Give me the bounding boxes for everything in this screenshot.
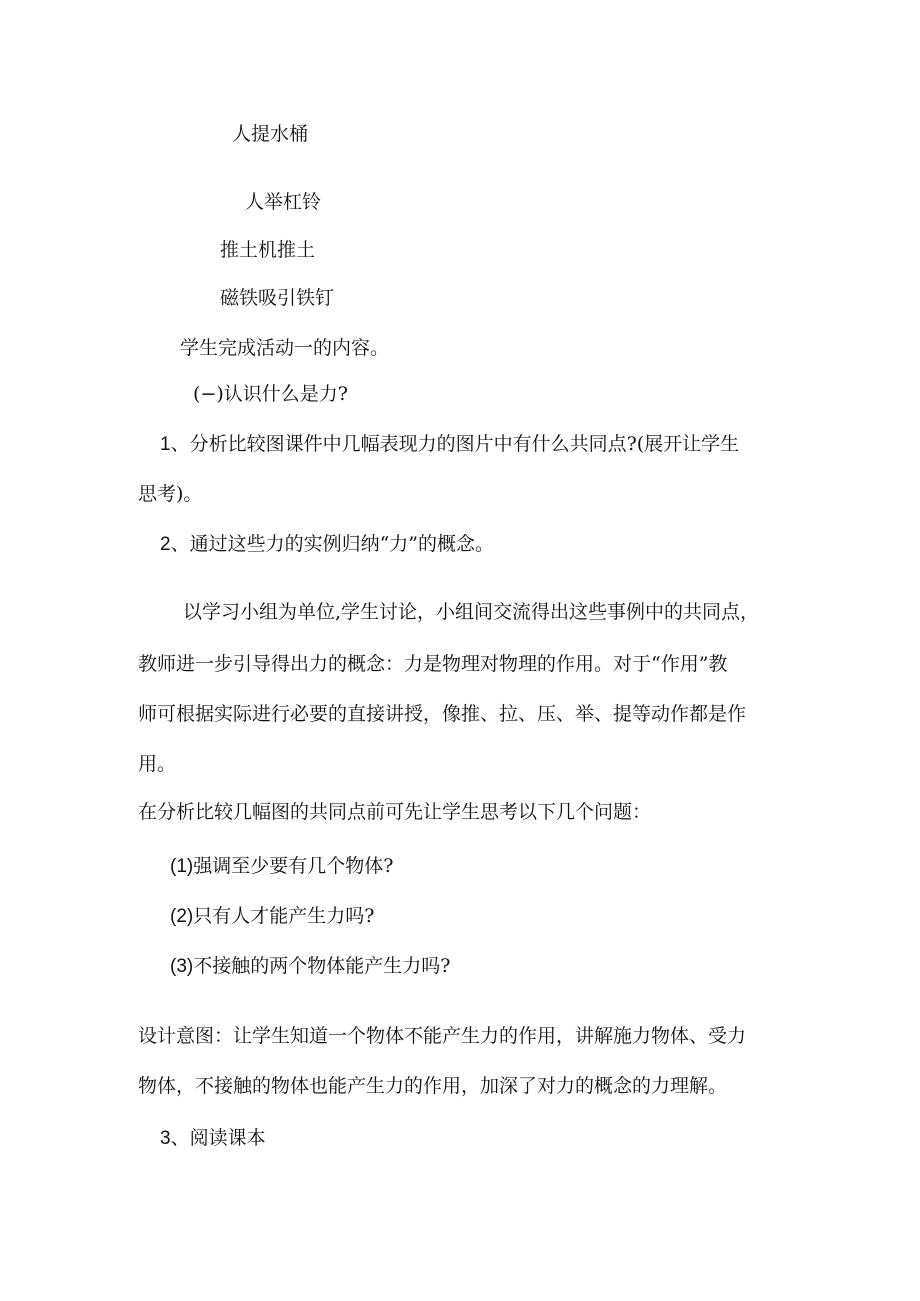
discussion-line: 师可根据实际进行必要的直接讲授，像推、拉、压、举、提等动作都是作	[138, 703, 747, 725]
example-item: 磁铁吸引铁钉	[220, 287, 335, 309]
question-text: 只有人才能产生力吗?	[193, 905, 375, 927]
step-number: 3	[160, 1128, 171, 1149]
step-text: 、阅读课本	[170, 1127, 266, 1149]
step-1-line-1	[160, 432, 739, 457]
step-number: 2	[160, 534, 171, 555]
question-item	[170, 904, 374, 929]
discussion-line: 用。	[138, 753, 177, 775]
step-text: 、通过这些力的实例归纳“力”的概念。	[170, 533, 495, 555]
question-item	[170, 854, 393, 879]
discussion-line: 教师进一步引导得出力的概念：力是物理对物理的作用。对于“作用”教	[138, 653, 728, 675]
question-item	[170, 954, 450, 979]
question-text: 强调至少要有几个物体?	[193, 855, 394, 877]
question-number: (2)	[170, 906, 194, 927]
question-number: (3)	[170, 956, 194, 977]
step-number: 1	[160, 434, 171, 455]
question-number: (1)	[170, 856, 194, 877]
example-item: 人举杠铃	[245, 191, 322, 213]
step-2	[160, 532, 494, 557]
step-3	[160, 1126, 266, 1151]
section-heading: (−)认识什么是力?	[193, 383, 348, 405]
discussion-line: 以学习小组为单位,学生讨论，小组间交流得出这些事例中的共同点，	[183, 601, 760, 623]
design-intent-line: 设计意图：让学生知道一个物体不能产生力的作用，讲解施力物体、受力	[138, 1025, 747, 1047]
step-1-line-2: 思考)。	[138, 483, 203, 505]
design-intent-line: 物体，不接触的物体也能产生力的作用，加深了对力的概念的力理解。	[138, 1075, 728, 1097]
example-item: 人提水桶	[232, 123, 309, 145]
example-item: 推土机推土	[220, 239, 316, 261]
question-text: 不接触的两个物体能产生力吗?	[193, 955, 451, 977]
questions-intro: 在分析比较几幅图的共同点前可先让学生思考以下几个问题：	[138, 801, 652, 823]
activity-note: 学生完成活动一的内容。	[180, 337, 390, 359]
step-text: 、分析比较图课件中几幅表现力的图片中有什么共同点?(展开让学生	[170, 433, 740, 455]
